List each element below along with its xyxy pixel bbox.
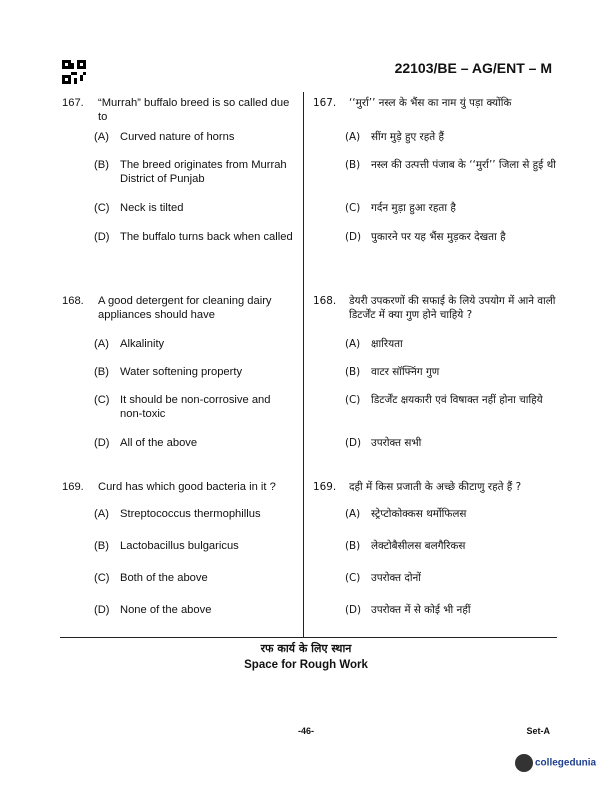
- question-text: डेयरी उपकरणों की सफाई के लिये उपयोग में आने वाली डिटर्जेंट में क्या गुण होने चाहिये ?: [349, 295, 556, 321]
- question-number: 169.: [62, 481, 84, 493]
- question-168-en: [62, 294, 294, 322]
- question-text: Curd has which good bacteria in it ?: [98, 481, 276, 493]
- collegedunia-logo: [515, 754, 596, 772]
- option-a: (A) क्षारियता: [345, 338, 403, 350]
- question-167-en: [62, 96, 294, 124]
- option-c: (C) डिटर्जेंट क्षयकारी एवं विषाक्त नहीं होना चाहिये: [345, 394, 543, 406]
- option-d: (D) उपरोक्त में से कोई भी नहीं: [345, 604, 471, 616]
- question-168-hi: [313, 294, 561, 322]
- option-a: (A) Curved nature of horns: [94, 131, 235, 143]
- mascot-icon: [515, 754, 533, 772]
- rough-work-title-hi: रफ कार्य के लिए स्थान: [260, 642, 352, 655]
- rough-work-title-en: Space for Rough Work: [244, 659, 368, 671]
- paper-code: 22103/BE – AG/ENT – M: [394, 60, 552, 76]
- option-d: (D) The buffalo turns back when called: [94, 231, 293, 243]
- option-b: (B) Water softening property: [94, 366, 243, 378]
- question-number: 167.: [62, 97, 84, 109]
- option-b: (B) लेक्टोबैसीलस बलगैरिकस: [345, 540, 466, 552]
- option-a: (A) स्ट्रेप्टोकोक्कस थर्मोफिलस: [345, 508, 467, 520]
- question-text: A good detergent for cleaning dairy appliances should have: [98, 295, 272, 321]
- qr-code-icon: [62, 60, 86, 84]
- question-169-hi: [313, 480, 561, 494]
- question-169-en: [62, 480, 294, 494]
- question-number: 168.: [313, 295, 337, 307]
- option-d: (D) All of the above: [94, 437, 198, 449]
- column-divider: [303, 92, 304, 638]
- option-d: (D) None of the above: [94, 604, 212, 616]
- option-b: (B) The breed originates from Murrah District of Punjab: [94, 159, 287, 185]
- option-c: (C) It should be non-corrosive and non-toxic: [94, 394, 271, 420]
- option-b: (B) Lactobacillus bulgaricus: [94, 540, 239, 552]
- brand-name: collegedunia: [535, 757, 597, 769]
- option-b: (B) नस्ल की उत्पत्ती पंजाब के ‘‘मुर्रा’’ जिला से हुई थी: [345, 159, 556, 171]
- question-text: ‘‘मुर्रा’’ नस्ल के भैंस का नाम युं पड़ा क्योंकि: [349, 97, 512, 109]
- option-a: (A) Streptococcus thermophillus: [94, 508, 261, 520]
- option-c: (C) Neck is tilted: [94, 202, 184, 214]
- question-text: “Murrah” buffalo breed is so called due to: [98, 97, 290, 123]
- question-text: दही में किस प्रजाती के अच्छे कीटाणु रहते हैं ?: [349, 481, 522, 493]
- question-number: 168.: [62, 295, 84, 307]
- option-c: (C) उपरोक्त दोनों: [345, 572, 421, 584]
- question-number: 167.: [313, 97, 337, 109]
- option-a: (A) Alkalinity: [94, 338, 165, 350]
- option-b: (B) वाटर सॉफ्निंग गुण: [345, 366, 440, 378]
- footer-rule: [60, 637, 557, 638]
- option-d: (D) पुकारने पर यह भैंस मुड़कर देखता है: [345, 231, 506, 243]
- question-number: 169.: [313, 481, 337, 493]
- set-label: Set-A: [526, 726, 550, 736]
- option-c: (C) गर्दन मुड़ा हुआ रहता है: [345, 202, 456, 214]
- option-c: (C) Both of the above: [94, 572, 208, 584]
- page-number: -46-: [297, 726, 314, 736]
- option-d: (D) उपरोक्त सभी: [345, 437, 422, 449]
- question-167-hi: [313, 96, 561, 110]
- option-a: (A) सींग मुड़े हुए रहते हैं: [345, 131, 445, 143]
